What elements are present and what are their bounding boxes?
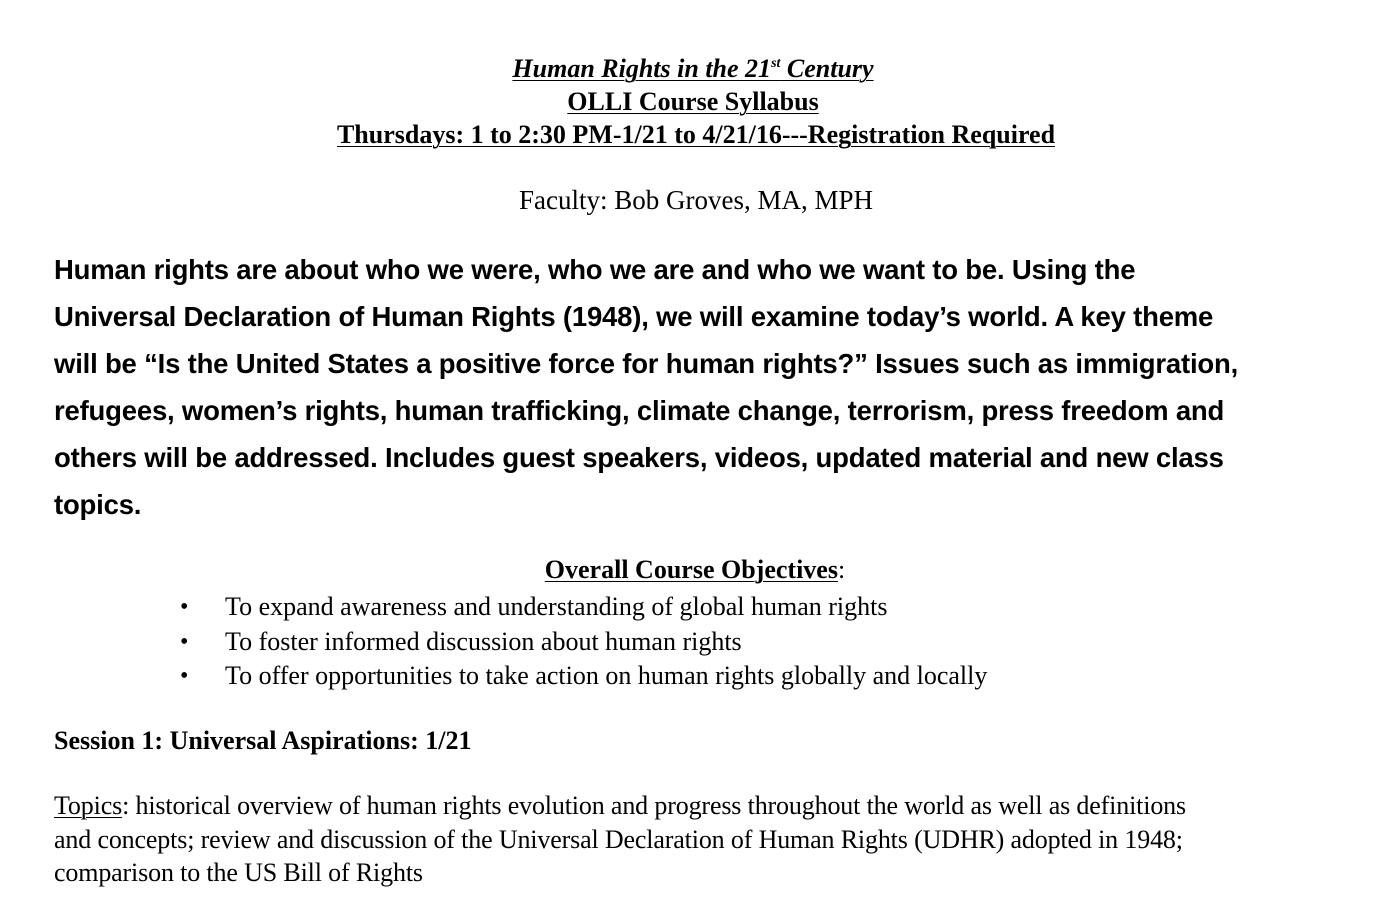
topics-label: Topics — [54, 791, 123, 820]
description-line: will be “Is the United States a positive force for human rights?” Issues such as immigration, — [54, 348, 1239, 379]
objectives-heading: Overall Course Objectives: — [544, 555, 846, 584]
list-item: • To expand awareness and understanding of global human rights — [180, 590, 987, 625]
objectives-list — [180, 590, 987, 694]
schedule-line: Thursdays: 1 to 2:30 PM-1/21 to 4/21/16---Registration Required — [336, 120, 1056, 149]
description-line: topics. — [54, 489, 142, 520]
list-item: • To foster informed discussion about human rights — [180, 625, 987, 660]
session-1-topics — [54, 789, 1344, 890]
bullet-icon: • — [180, 594, 189, 620]
description-line: others will be addressed. Includes guest speakers, videos, updated material and new class — [54, 442, 1224, 473]
list-item: • To offer opportunities to take action on human rights globally and locally — [180, 659, 987, 694]
description-line: Human rights are about who we were, who we are and who we want to be. Using the — [54, 254, 1136, 285]
description-line: refugees, women’s rights, human trafficking, climate change, terrorism, press freedom and — [54, 395, 1225, 426]
course-description — [54, 246, 1334, 528]
topics-line: comparison to the US Bill of Rights — [54, 858, 423, 887]
title-superscript: st — [771, 56, 781, 71]
header — [0, 52, 1386, 151]
faculty-line: Faculty: Bob Groves, MA, MPH — [518, 185, 873, 215]
session-1-heading: Session 1: Universal Aspirations: 1/21 — [54, 726, 472, 755]
topics-line: and concepts; review and discussion of the Universal Declaration of Human Rights (UDHR) adopted in 1948; — [54, 824, 1183, 854]
description-line: Universal Declaration of Human Rights (1948), we will examine today’s world. A key theme — [54, 301, 1214, 332]
topics-line: Topics: historical overview of human rights evolution and progress throughout the world as well as definitions — [54, 791, 1186, 820]
syllabus-subtitle: OLLI Course Syllabus — [567, 87, 819, 116]
bullet-icon: • — [180, 663, 189, 689]
bullet-icon: • — [180, 628, 189, 655]
course-title: Human Rights in the 21st Century — [512, 54, 874, 83]
